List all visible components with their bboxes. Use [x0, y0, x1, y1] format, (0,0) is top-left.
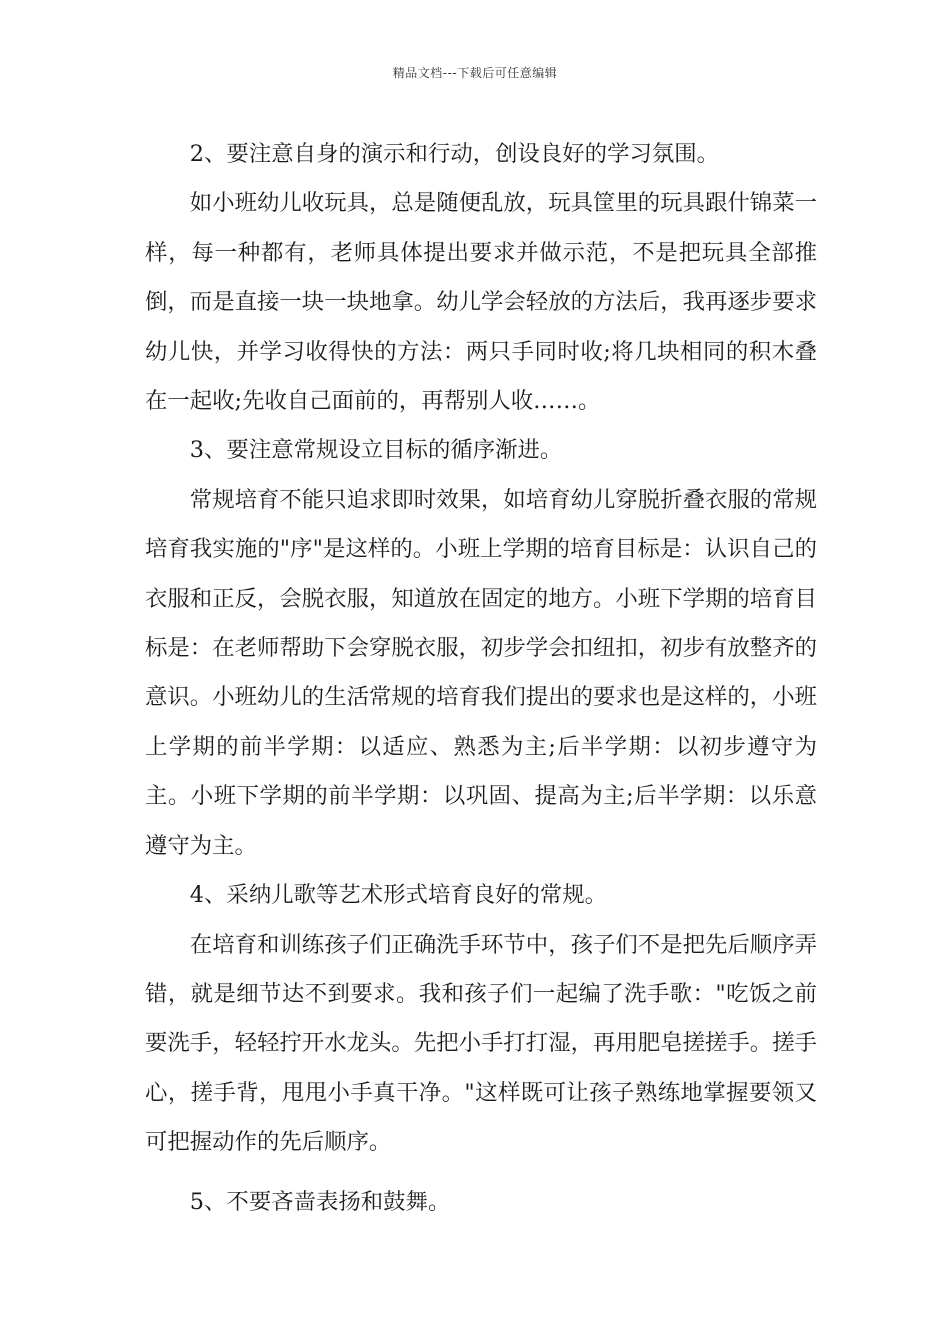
- section-heading-4: 4、采纳儿歌等艺术形式培育良好的常规。: [189, 882, 608, 909]
- body-paragraph: 如小班幼儿收玩具，总是随便乱放，玩具筐里的玩具跟什锦菜一样，每一种都有，老师具体提出要求并做示范，不是把玩具全部推倒，而是直接一块一块地拿。幼儿学会轻放的方法后，我再逐步要求幼儿快，并学习收得快的方法：两只手同时收;将几块相同的积木叠在一起收;先收自己面前的，再帮别人收……。: [145, 190, 817, 415]
- section-heading-5: 5、不要吝啬表扬和鼓舞。: [189, 1188, 451, 1215]
- document-body: [145, 130, 817, 1227]
- section-heading-2: 2、要注意自身的演示和行动，创设良好的学习氛围。: [189, 141, 720, 167]
- page-header: 精品文档---下载后可任意编辑: [392, 66, 558, 80]
- body-paragraph: 常规培育不能只追求即时效果，如培育幼儿穿脱折叠衣服的常规培育我实施的"序"是这样的。小班上学期的培育目标是：认识自己的衣服和正反，会脱衣服，知道放在固定的地方。小班下学期的培育目标是：在老师帮助下会穿脱衣服，初步学会扣纽扣，初步有放整齐的意识。小班幼儿的生活常规的培育我们提出的要求也是这样的，小班上学期的前半学期：以适应、熟悉为主;后半学期：以初步遵守为主。小班下学期的前半学期：以巩固、提高为主;后半学期：以乐意遵守为主。: [145, 486, 817, 859]
- section-heading-3: 3、要注意常规设立目标的循序渐进。: [189, 437, 563, 464]
- body-paragraph: 在培育和训练孩子们正确洗手环节中，孩子们不是把先后顺序弄错，就是细节达不到要求。我和孩子们一起编了洗手歌："吃饭之前要洗手，轻轻拧开水龙头。先把小手打打湿，再用肥皂搓搓手。搓手心，搓手背，甩甩小手真干净。"这样既可让孩子熟练地掌握要领又可把握动作的先后顺序。: [145, 931, 817, 1156]
